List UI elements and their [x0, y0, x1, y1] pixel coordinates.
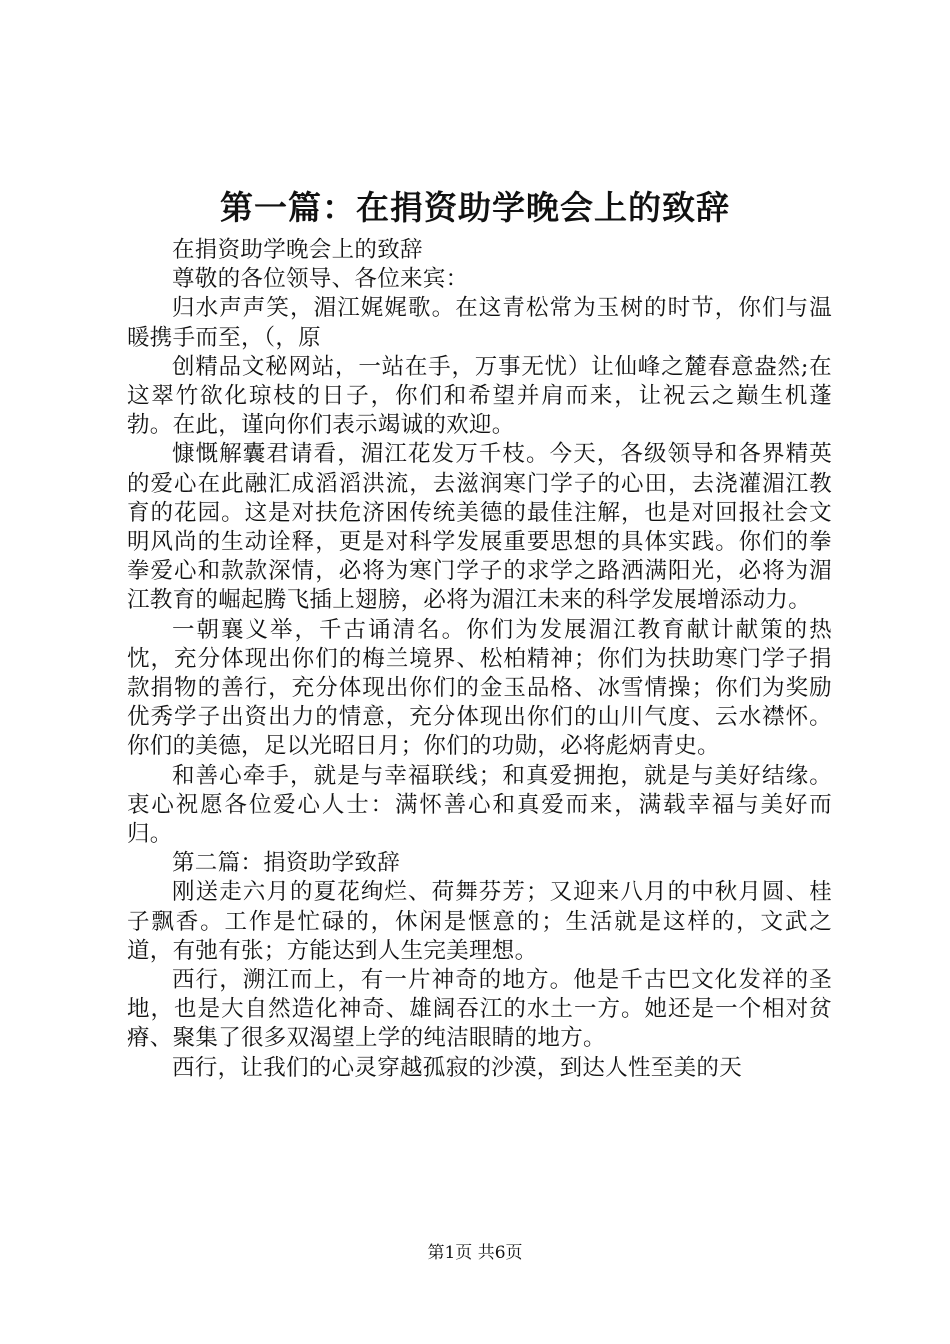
- paragraph: 刚送走六月的夏花绚烂、荷舞芬芳；又迎来八月的中秋月圆、桂子飘香。工作是忙碌的，休闲是惬意的；生活就是这样的，文武之道，有弛有张；方能达到人生完美理想。: [127, 879, 832, 964]
- paragraph: 一朝襄义举，千古诵清名。你们为发展湄江教育献计献策的热忱，充分体现出你们的梅兰境界、松柏精神；你们为扶助寒门学子捐款捐物的善行，充分体现出你们的金玉品格、冰雪情操；你们为奖励优秀学子出资出力的情意，充分体现出你们的山川气度、云水襟怀。你们的美德，足以光昭日月；你们的功勋，必将彪炳青史。: [127, 616, 832, 760]
- paragraph: 归水声声笑，湄江娓娓歌。在这青松常为玉树的时节，你们与温暖携手而至，（，原: [127, 295, 832, 351]
- paragraph: 和善心牵手，就是与幸福联线；和真爱拥抱，就是与美好结缘。衷心祝愿各位爱心人士：满怀善心和真爱而来，满载幸福与美好而归。: [127, 762, 832, 848]
- document-title: 第一篇：在捐资助学晚会上的致辞: [220, 188, 730, 227]
- section-heading: 第二篇：捐资助学致辞: [172, 850, 401, 877]
- page-number-footer: 第1页 共6页: [427, 1243, 523, 1263]
- paragraph: 西行，溯江而上，有一片神奇的地方。他是千古巴文化发祥的圣地，也是大自然造化神奇、雄阔吞江的水土一方。她还是一个相对贫瘠、聚集了很多双渴望上学的纯洁眼睛的地方。: [127, 967, 832, 1052]
- paragraph: 创精品文秘网站，一站在手，万事无忧）让仙峰之麓春意盎然;在这翠竹欲化琼枝的日子，你们和希望并肩而来，让祝云之巅生机蓬勃。在此，谨向你们表示竭诚的欢迎。: [127, 353, 832, 439]
- document-body: [127, 236, 832, 1083]
- paragraph: 在捐资助学晚会上的致辞: [172, 237, 423, 263]
- paragraph: 西行，让我们的心灵穿越孤寂的沙漠，到达人性至美的天: [172, 1054, 743, 1081]
- paragraph: 慷慨解囊君请看，湄江花发万千枝。今天，各级领导和各界精英的爱心在此融汇成滔滔洪流，去滋润寒门学子的心田，去浇灌湄江教育的花园。这是对扶危济困传统美德的最佳注解，也是对回报社会文明风尚的生动诠释，更是对科学发展重要思想的具体实践。你们的拳拳爱心和款款深情，必将为寒门学子的求学之路洒满阳光，必将为湄江教育的崛起腾飞插上翅膀，必将为湄江未来的科学发展增添动力。: [127, 441, 832, 614]
- paragraph: 尊敬的各位领导、各位来宾：: [172, 266, 469, 293]
